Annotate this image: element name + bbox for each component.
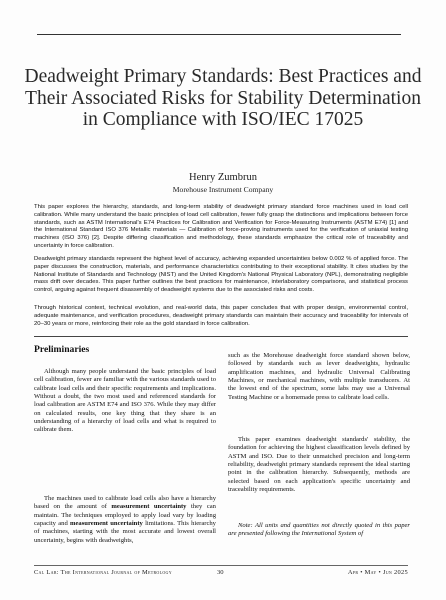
bold-term: measurement uncertainty — [70, 520, 143, 528]
footer-rule — [34, 565, 408, 566]
author-affiliation: Morehouse Instrument Company — [172, 185, 274, 194]
section-heading: Preliminaries — [34, 344, 90, 355]
footer-issue-date: Apr • May • Jun 2025 — [347, 569, 408, 576]
body-paragraph-2: The machines used to calibrate load cells also have a hierarchy based on the amount of measurement uncertainty they can maintain. The techniques employed to apply load vary by loading capacity and measurement uncertainty limitations. This hierarchy of machines, starting with the most accurate and lowest overall uncertainty, begins with deadweights, — [34, 495, 216, 544]
body-paragraph-1: Although many people understand the basic principles of load cell calibration, fewer are familiar with the various standards used to calibrate load cells and their specific requirements and implications. Without a doubt, the two most used and referenced standards for load calibration are ASTM E74 and ISO 376. While they may differ on calculated results, one key thing that they share is an understanding of a hierarchy of load cells and what is required to calibrate them. — [34, 368, 216, 434]
article-title: Deadweight Primary Standards: Best Practices and Their Associated Risks for Stability Determination in Compliance with ISO/IEC 17025 — [24, 66, 422, 130]
section-rule — [34, 336, 408, 337]
bold-term: measurement uncertainty — [111, 503, 187, 511]
units-note: Note: All units and quantities not directly quoted in this paper are presented following the International System of — [228, 522, 410, 538]
footer-journal-name: Cal Lab: The International Journal of Metrology — [34, 569, 172, 576]
abstract-paragraph-3: Through historical context, technical evolution, and real-world data, this paper concludes that with proper design, environmental control, adequate maintenance, and verification procedures, deadweight primary standards can maintain their accuracy and traceability for intervals of 20–30 years or more, reinforcing their role as the gold standard in force calibration. — [34, 305, 408, 327]
body-paragraph-3: such as the Morehouse deadweight force standard shown below, followed by standards such as lever deadweights, hydraulic amplification machines, and hydraulic Universal Calibrating Machines, or mechanical machines, with multiple transducers. At the lowest end of the spectrum, some labs may use a Universal Testing Machine or a homemade press to calibrate load cells. — [228, 352, 410, 401]
header-rule — [37, 34, 401, 35]
body-paragraph-4: This paper examines deadweight standards' stability, the foundation for achieving the highest classification levels defined by ASTM and ISO. Due to their unmatched precision and long-term reliability, deadweight primary standards represent the ideal starting point in the calibration hierarchy. Subsequently, methods are selected based on each application's specific uncertainty and traceability requirements. — [228, 436, 410, 494]
page-number: 30 — [217, 569, 224, 576]
author-name: Henry Zumbrun — [189, 172, 257, 183]
abstract-paragraph-2: Deadweight primary standards represent the highest level of accuracy, achieving expanded uncertainties below 0.002 % of applied force. The paper discusses the construction, materials, and performance characteristics contributing to their exceptional stability. It cites studies by the National Institute of Standards and Technology (NIST) and the United Kingdom's National Physical Laboratory (NPL), demonstrating negligible mass drift over decades. This paper further outlines the best practices for maintenance, interlaboratory comparisons, and statistical process control, arguing against frequent disassembly of deadweight systems due to the associated risks and costs. — [34, 256, 408, 294]
abstract-paragraph-1: This paper explores the hierarchy, standards, and long-term stability of deadweight primary standard force machines used in load cell calibration. While many understand the basic principles of load cell calibration, fewer fully grasp the distinctions and implications between force standards, such as ASTM International's E74 Practices for Calibration and Verification for Force-Measuring Instruments (ASTM E74) [1] and the International Standard ISO 376 Metallic materials — Calibration of force-proving instruments used for the verification of uniaxial testing machines (ISO 376) [2]. Despite differing classification and methodology, these standards emphasize the critical role of traceability and uncertainty in force calibration. — [34, 204, 408, 249]
